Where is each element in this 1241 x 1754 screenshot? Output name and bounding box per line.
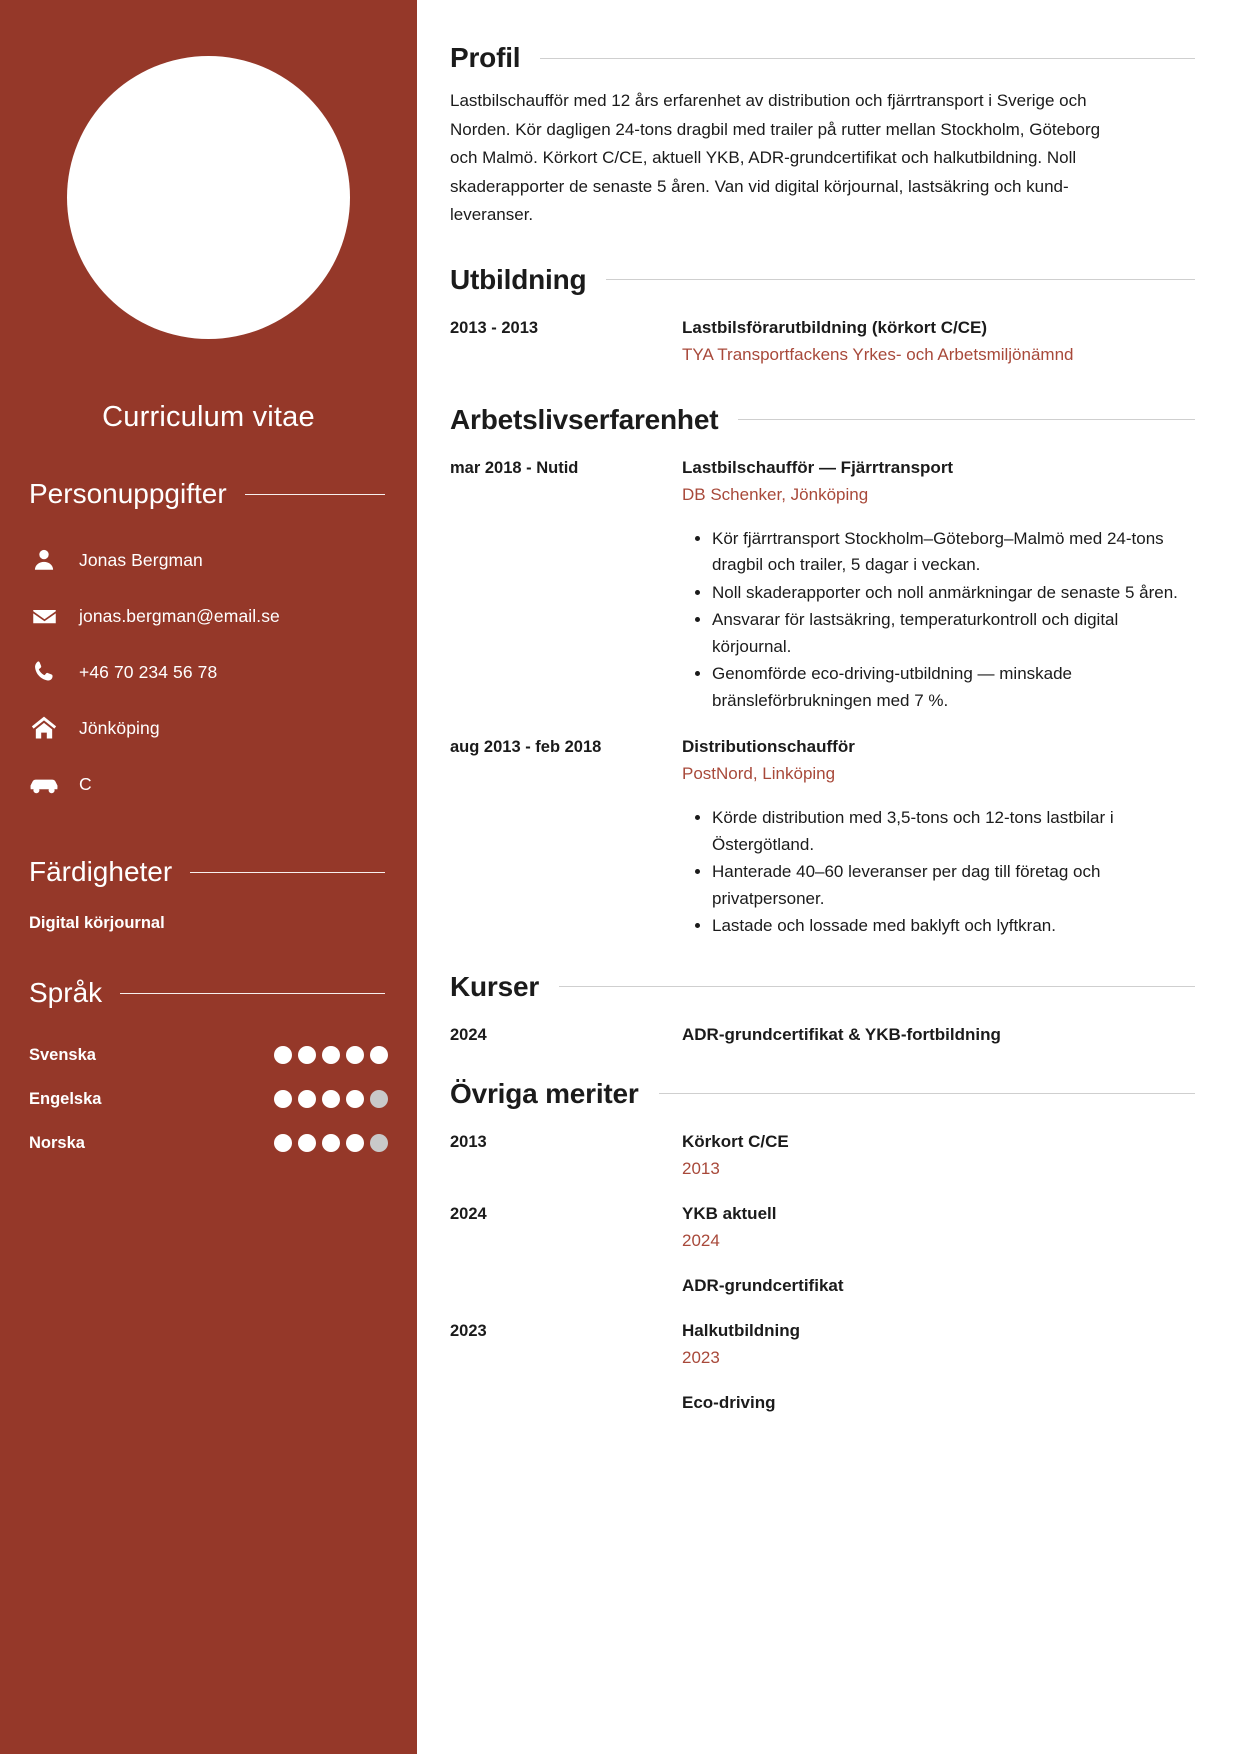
entry-body [682,733,1195,941]
entry-body [682,1200,1195,1254]
sidebar-section-skills-heading [0,856,417,888]
language-name: Norska [29,1133,85,1152]
entry-title: Körkort C/CE [682,1131,789,1151]
rating-dot [346,1046,364,1064]
rating-dot [322,1134,340,1152]
language-list [0,1033,417,1165]
bullet-item: • Körde distribution med 3,5-tons och 12-tons lastbilar i Östergötland. [712,805,1195,858]
entry-title: Distributionschaufför [682,737,855,756]
language-rating [274,1134,388,1152]
entry-title: ADR-grundcertifikat & YKB-fortbildning [682,1024,1001,1044]
entry-organization: PostNord, Linköping [682,764,836,783]
merit-entry [450,1272,1195,1299]
sidebar [0,0,417,1754]
experience-entry [450,454,1195,716]
rating-dot [346,1134,364,1152]
bullet-item: • Hanterade 40–60 leveranser per dag till företag och privatpersoner. [712,859,1195,912]
entry-subtitle: 2023 [682,1347,720,1367]
section-title: Kurser [450,970,540,1002]
section-courses [450,971,1195,1048]
rating-dot [274,1134,292,1152]
rating-dot [322,1090,340,1108]
home-icon [29,713,59,743]
merit-entry [450,1317,1195,1371]
language-item [29,1077,388,1121]
rating-dot [370,1134,388,1152]
sidebar-section-personal-heading [0,478,417,510]
contact-item-location [29,700,388,756]
entry-title: Eco-driving [682,1392,776,1412]
skill-item [0,914,417,933]
bullet-item: • Noll skaderapporter och noll anmärkningar de senaste 5 åren. [712,580,1195,607]
contact-value: Jonas Bergman [79,549,203,570]
contact-item-license [29,756,388,812]
entry-title: ADR-grundcertifikat [682,1275,844,1295]
heading-rule [738,419,1195,420]
section-heading [450,971,1195,1003]
cv-title: Curriculum vitae [102,401,315,433]
sidebar-heading-label: Språk [29,977,103,1008]
entry-subtitle: 2013 [682,1158,720,1178]
heading-rule [659,1093,1195,1094]
entry-title: Lastbilschaufför — Fjärrtransport [682,457,954,477]
entry-organization: DB Schenker, Jönköping [682,484,869,504]
entry-organization: TYA Transportfackens Yrkes- och Arbetsmiljönämnd [682,344,1074,364]
sidebar-heading-label: Personuppgifter [29,478,227,509]
education-entry [450,314,1195,368]
language-rating [274,1090,388,1108]
contact-value: C [79,773,92,794]
contact-list [0,532,417,812]
merit-entry [450,1200,1195,1254]
avatar-container [0,0,417,339]
heading-rule [559,986,1195,987]
rating-dot [298,1134,316,1152]
language-name: Engelska [29,1089,102,1108]
rating-dot [370,1046,388,1064]
sidebar-section-languages-heading [0,977,417,1009]
experience-entry [450,733,1195,941]
rating-dot [298,1090,316,1108]
entry-body [682,1021,1195,1048]
heading-rule [606,279,1195,280]
profile-text: Lastbilschaufför med 12 års erfarenhet av distribution och fjärrtransport i Sverige och Norden. Kör dagligen 24-tons dragbil med trailer på rutter mellan Stockholm, Göteborg och Malmö. Körkort C/CE, aktuell YKB, ADR-grundcertifikat och halkutbildning. Noll skaderapporter de senaste 5 åren. Van vid digital körjournal, lastsäkring och kund-leveranser. [450,91,1101,224]
heading-rule [120,993,385,994]
bullet-item: • Kör fjärrtransport Stockholm–Göteborg–Malmö med 24-tons dragbil och trailer, 5 dagar i veckan. [712,526,1195,579]
envelope-icon [29,601,59,631]
entry-subtitle: 2024 [682,1230,720,1250]
entry-period: 2013 - 2013 [450,318,539,337]
section-experience [450,404,1195,941]
entry-title: Lastbilsförarutbildning (körkort C/CE) [682,317,988,337]
rating-dot [370,1090,388,1108]
section-heading [450,264,1195,296]
heading-rule [540,58,1195,59]
language-rating [274,1046,388,1064]
section-other-merits [450,1078,1195,1416]
section-education [450,264,1195,368]
entry-body [682,454,1195,716]
bullet-item: • Ansvarar för lastsäkring, temperaturkontroll och digital körjournal. [712,607,1195,660]
language-item [29,1121,388,1165]
heading-rule [190,872,385,873]
section-title: Arbetslivserfarenhet [450,403,719,435]
bullet-item: • Genomförde eco-driving-utbildning — minskade bränsleförbrukningen med 7 %. [712,661,1195,714]
merit-entry [450,1128,1195,1182]
entry-period: 2013 [450,1132,487,1151]
rating-dot [274,1090,292,1108]
sidebar-heading-label: Färdigheter [29,856,173,887]
section-title: Profil [450,42,521,73]
section-title: Utbildning [450,263,587,295]
entry-period: 2024 [450,1025,487,1044]
language-item [29,1033,388,1077]
section-title: Övriga meriter [450,1077,639,1109]
entry-body [682,1317,1195,1371]
entry-body [682,1128,1195,1182]
entry-title: Halkutbildning [682,1320,801,1340]
contact-item-email [29,588,388,644]
contact-value: jonas.bergman@email.se [79,605,280,626]
entry-body [682,314,1195,368]
entry-bullets [682,526,1195,715]
rating-dot [298,1046,316,1064]
bullet-item: • Lastade och lossade med baklyft och lyftkran. [712,913,1195,940]
contact-item-phone [29,644,388,700]
skill-name: Digital körjournal [29,914,165,932]
course-entry [450,1021,1195,1048]
section-heading [450,42,1195,74]
section-profile [450,42,1195,230]
entry-bullets [682,805,1195,940]
contact-item-name [29,532,388,588]
section-heading [450,1078,1195,1110]
merit-entry [450,1389,1195,1416]
person-icon [29,545,59,575]
contact-value: +46 70 234 56 78 [79,661,218,682]
phone-icon [29,657,59,687]
rating-dot [274,1046,292,1064]
section-heading [450,404,1195,436]
entry-period: aug 2013 - feb 2018 [450,738,602,756]
rating-dot [346,1090,364,1108]
car-icon [29,769,59,799]
contact-value: Jönköping [79,717,160,738]
entry-period: 2023 [450,1321,487,1340]
entry-period: 2024 [450,1204,487,1223]
avatar [67,56,350,339]
entry-period: mar 2018 - Nutid [450,458,579,477]
rating-dot [322,1046,340,1064]
main-content [417,0,1241,1754]
entry-title: YKB aktuell [682,1203,777,1223]
heading-rule [245,494,385,495]
language-name: Svenska [29,1045,96,1064]
